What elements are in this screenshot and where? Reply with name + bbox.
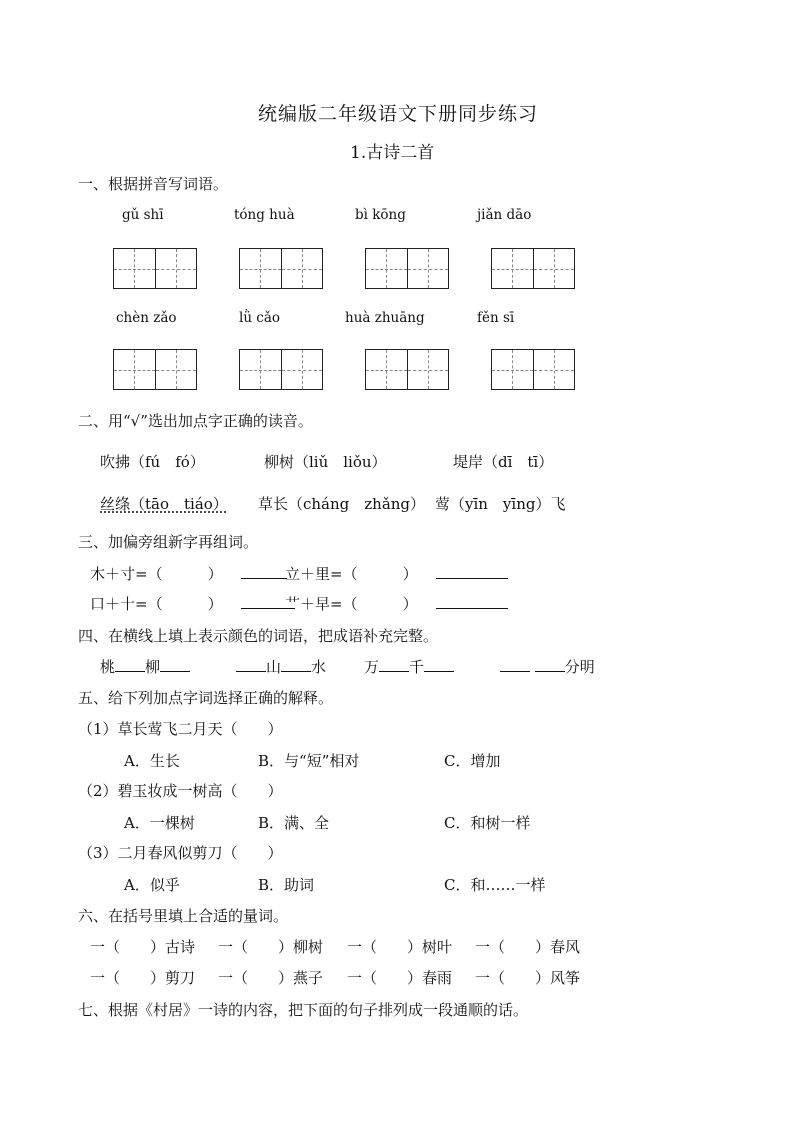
reading-choice-6[interactable]: 莺（yīn yīng）飞 xyxy=(435,495,566,513)
pinyin-8: fěn sī xyxy=(477,310,515,326)
radical-formula: 艹＋早=（ ） xyxy=(285,595,418,613)
option-3c[interactable]: C．和……一样 xyxy=(444,876,546,894)
measure-word-item[interactable]: 一（ ）燕子 xyxy=(218,969,324,987)
radical-formula: 立＋里=（ ） xyxy=(285,565,418,583)
idiom-3 xyxy=(364,656,454,677)
section-1-heading: 一、根据拼音写词语。 xyxy=(78,175,229,193)
idiom-char: 山 xyxy=(266,658,282,676)
radical-item-1[interactable] xyxy=(90,563,287,584)
idiom-blank[interactable] xyxy=(160,657,190,672)
writing-grid-2[interactable] xyxy=(239,248,323,289)
idiom-char: 水 xyxy=(311,658,327,676)
idiom-2 xyxy=(236,656,326,677)
measure-word-item[interactable]: 一（ ）树叶 xyxy=(347,938,453,956)
pinyin-1: gǔ shī xyxy=(122,207,164,223)
section-7-heading: 七、根据《村居》一诗的内容，把下面的句子排列成一段通顺的话。 xyxy=(78,1001,529,1019)
writing-grid-4[interactable] xyxy=(491,248,575,289)
option-3b[interactable]: B．助词 xyxy=(258,876,315,894)
idiom-blank[interactable] xyxy=(424,657,454,672)
answer-blank[interactable] xyxy=(436,594,508,609)
idiom-1 xyxy=(100,656,190,677)
idiom-4 xyxy=(500,656,595,677)
writing-grid-6[interactable] xyxy=(239,349,323,390)
reading-choice-2[interactable]: 柳树（liǔ liǒu） xyxy=(264,453,387,471)
question-3: （3）二月春风似剪刀（ ） xyxy=(78,844,283,862)
radical-item-4[interactable] xyxy=(285,593,508,614)
question-1: （1）草长莺飞二月天（ ） xyxy=(78,720,283,738)
reading-choice-3[interactable]: 堤岸（dī tī） xyxy=(453,453,554,471)
reading-choice-1[interactable]: 吹拂（fú fó） xyxy=(100,453,205,471)
radical-formula: 木＋寸=（ ） xyxy=(90,565,223,583)
idiom-blank[interactable] xyxy=(115,657,145,672)
idiom-blank[interactable] xyxy=(500,657,530,672)
writing-grid-5[interactable] xyxy=(113,349,197,390)
option-1a[interactable]: A．生长 xyxy=(124,752,180,770)
pinyin-7: huà zhuāng xyxy=(345,310,425,326)
radical-formula: 口＋十=（ ） xyxy=(90,595,223,613)
measure-word-item[interactable]: 一（ ）剪刀 xyxy=(90,969,196,987)
reading-choice-4[interactable]: 丝绦（tāo tiáo） xyxy=(100,495,228,513)
section-4-heading: 四、在横线上填上表示颜色的词语，把成语补充完整。 xyxy=(78,627,439,645)
radical-item-2[interactable] xyxy=(285,563,508,584)
pinyin-4: jiǎn dāo xyxy=(477,207,532,223)
answer-blank[interactable] xyxy=(436,564,508,579)
reading-choice-5[interactable]: 草长（cháng zhǎng） xyxy=(258,495,426,513)
section-2-heading: 二、用“√”选出加点字正确的读音。 xyxy=(78,412,313,430)
writing-grid-7[interactable] xyxy=(365,349,449,390)
idiom-char: 万 xyxy=(364,658,380,676)
pinyin-3: bì kōng xyxy=(355,207,406,223)
writing-grid-8[interactable] xyxy=(491,349,575,390)
section-5-heading: 五、给下列加点字词选择正确的解释。 xyxy=(78,689,334,707)
idiom-char: 柳 xyxy=(145,658,161,676)
page-title: 统编版二年级语文下册同步练习 xyxy=(258,103,539,125)
idiom-blank[interactable] xyxy=(535,657,565,672)
measure-word-item[interactable]: 一（ ）古诗 xyxy=(90,938,196,956)
radical-item-3[interactable] xyxy=(90,593,295,614)
pinyin-6: lǜ cǎo xyxy=(239,310,281,326)
measure-word-item[interactable]: 一（ ）春风 xyxy=(475,938,581,956)
measure-word-item[interactable]: 一（ ）柳树 xyxy=(218,938,324,956)
section-3-heading: 三、加偏旁组新字再组词。 xyxy=(78,533,259,551)
writing-grid-3[interactable] xyxy=(365,248,449,289)
section-6-heading: 六、在括号里填上合适的量词。 xyxy=(78,907,289,925)
answer-blank[interactable] xyxy=(241,564,287,579)
option-3a[interactable]: A．似乎 xyxy=(124,876,180,894)
idiom-char: 千 xyxy=(409,658,425,676)
idiom-blank[interactable] xyxy=(236,657,266,672)
option-1c[interactable]: C．增加 xyxy=(444,752,501,770)
writing-grid-1[interactable] xyxy=(113,248,197,289)
idiom-blank[interactable] xyxy=(281,657,311,672)
measure-word-item[interactable]: 一（ ）风筝 xyxy=(475,969,581,987)
pinyin-2: tóng huà xyxy=(234,207,295,223)
option-2a[interactable]: A．一棵树 xyxy=(124,814,195,832)
measure-word-item[interactable]: 一（ ）春雨 xyxy=(347,969,453,987)
option-2c[interactable]: C．和树一样 xyxy=(444,814,531,832)
option-2b[interactable]: B．满、全 xyxy=(258,814,330,832)
idiom-char: 分明 xyxy=(564,658,595,676)
idiom-char: 桃 xyxy=(100,658,116,676)
pinyin-5: chèn zǎo xyxy=(116,310,177,326)
option-1b[interactable]: B．与“短”相对 xyxy=(258,752,360,770)
question-2: （2）碧玉妆成一树高（ ） xyxy=(78,782,283,800)
idiom-blank[interactable] xyxy=(379,657,409,672)
lesson-title: 1.古诗二首 xyxy=(350,143,435,163)
